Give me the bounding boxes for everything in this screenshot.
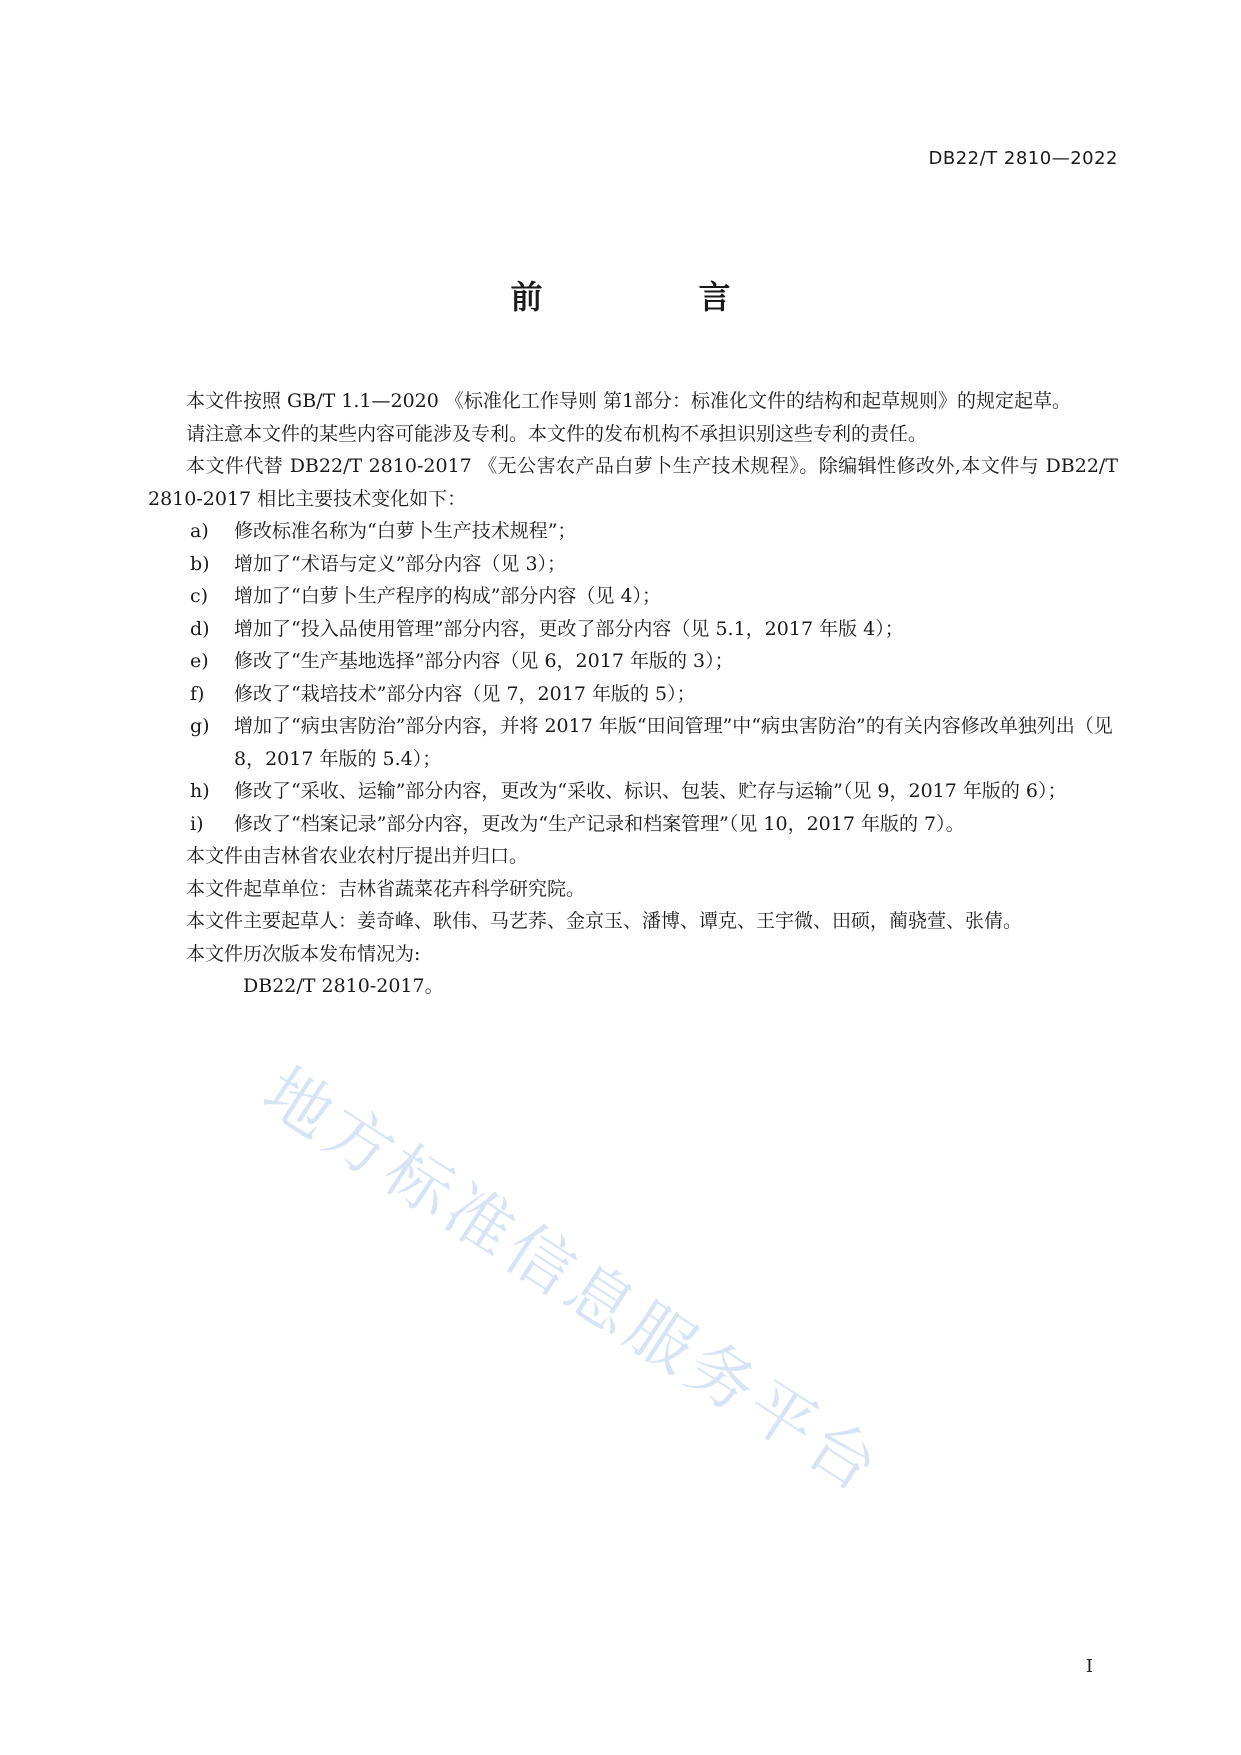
list-item-mark: h) — [190, 780, 210, 802]
list-item — [148, 645, 1118, 678]
list-item — [148, 808, 1118, 841]
paragraph-drafting-unit: 本文件起草单位：吉林省蔬菜花卉科学研究院。 — [186, 877, 586, 900]
list-item — [148, 613, 1118, 646]
list-item-mark: a) — [190, 520, 209, 542]
list-item — [148, 775, 1118, 808]
list-item-text: 修改了“栽培技术”部分内容（见 7，2017 年版的 5）； — [234, 682, 696, 705]
list-item-text: 修改了“采收、运输”部分内容，更改为“采收、标识、包装、贮存与运输”（见 9，2017 年版的 6）； — [234, 780, 1067, 802]
list-item-mark: i) — [190, 812, 204, 835]
list-item-text: 增加了“术语与定义”部分内容（见 3）； — [234, 552, 567, 575]
list-item-text: 增加了“投入品使用管理”部分内容，更改了部分内容（见 5.1，2017 年版 4）； — [234, 617, 904, 640]
paragraph-drafters: 本文件主要起草人：姜奇峰、耿伟、马艺荞、金京玉、潘博、谭克、王宇微、田硕，蔺骁萱、张倩。 — [186, 910, 1023, 932]
list-item — [148, 580, 1118, 613]
changes-list — [148, 515, 1118, 840]
page-title: 前 言 — [510, 278, 793, 316]
paragraph-replacement: 本文件代替 DB22/T 2810-2017 《无公害农产品白萝卜生产技术规程》。除编辑性修改外,本文件与 DB22/T 2810-2017 相比主要技术变化如下： — [148, 455, 1118, 510]
list-item — [148, 548, 1118, 581]
list-item-text: 修改了“生产基地选择”部分内容（见 6，2017 年版的 3）； — [234, 650, 734, 672]
list-item-mark: g) — [190, 715, 210, 737]
paragraph-proposer: 本文件由吉林省农业农村厅提出并归口。 — [186, 845, 529, 867]
list-item-mark: f) — [190, 682, 205, 705]
list-item-mark: d) — [190, 617, 210, 640]
paragraph-drafting-basis: 本文件按照 GB/T 1.1—2020 《标准化工作导则 第1部分：标准化文件的结构和起草规则》的规定起草。 — [186, 390, 1072, 412]
page-number: I — [1085, 1656, 1093, 1677]
list-item — [148, 710, 1118, 775]
list-item-text: 增加了“白萝卜生产程序的构成”部分内容（见 4）； — [234, 585, 662, 607]
paragraph-patent-notice: 请注意本文件的某些内容可能涉及专利。本文件的发布机构不承担识别这些专利的责任。 — [186, 422, 928, 445]
paragraph-history-intro: 本文件历次版本发布情况为: — [186, 942, 421, 965]
list-item-mark: b) — [190, 552, 210, 575]
document-code: DB22/T 2810—2022 — [928, 148, 1118, 169]
list-item-text: 修改标准名称为“白萝卜生产技术规程”； — [234, 520, 577, 542]
list-item-text: 修改了“档案记录”部分内容，更改为“生产记录和档案管理”（见 10，2017 年版的 7）。 — [234, 812, 965, 835]
list-item — [148, 515, 1118, 548]
list-item — [148, 678, 1118, 711]
watermark: 地方标准信息服务平台 — [249, 1052, 896, 1510]
list-item-text: 增加了“病虫害防治”部分内容，并将 2017 年版“田间管理”中“病虫害防治”的有关内容修改单独列出（见 8，2017 年版的 5.4）； — [234, 715, 1113, 770]
foreword-body — [148, 385, 1118, 1003]
list-item-mark: e) — [190, 650, 209, 672]
history-item: DB22/T 2810-2017。 — [243, 975, 444, 997]
list-item-mark: c) — [190, 585, 209, 607]
